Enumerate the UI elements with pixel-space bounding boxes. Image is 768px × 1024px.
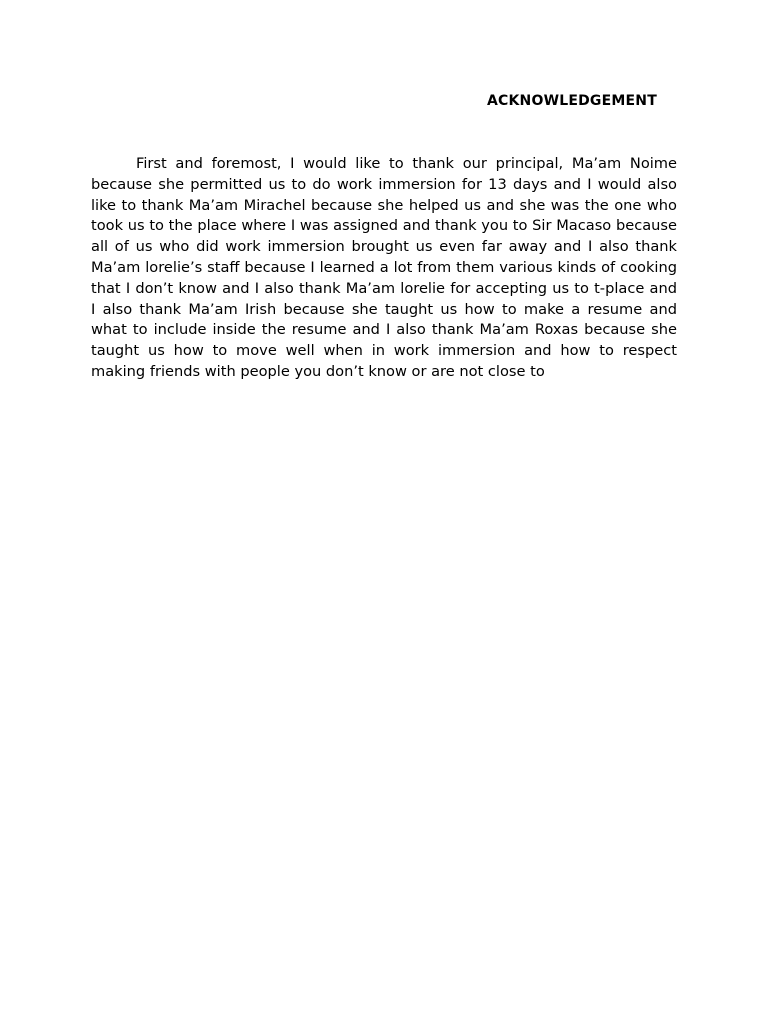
page-heading: ACKNOWLEDGEMENT	[487, 93, 657, 109]
acknowledgement-paragraph: First and foremost, I would like to thank our principal, Ma’am Noime because she permitted us to do work immersion for 13 days and I would also like to thank Ma’am Mirachel because she helped us and she was the one who took us to the place where I was assigned and thank you to Sir Macaso because all of us who did work immersion brought us even far away and I also thank Ma’am lorelie’s staff because I learned a lot from them various kinds of cooking that I don’t know and I also thank Ma’am lorelie for accepting us to t-place and I also thank Ma’am Irish because she taught us how to make a resume and what to include inside the resume and I also thank Ma’am Roxas because she taught us how to move well when in work immersion and how to respect making friends with people you don’t know or are not close to	[91, 155, 677, 380]
